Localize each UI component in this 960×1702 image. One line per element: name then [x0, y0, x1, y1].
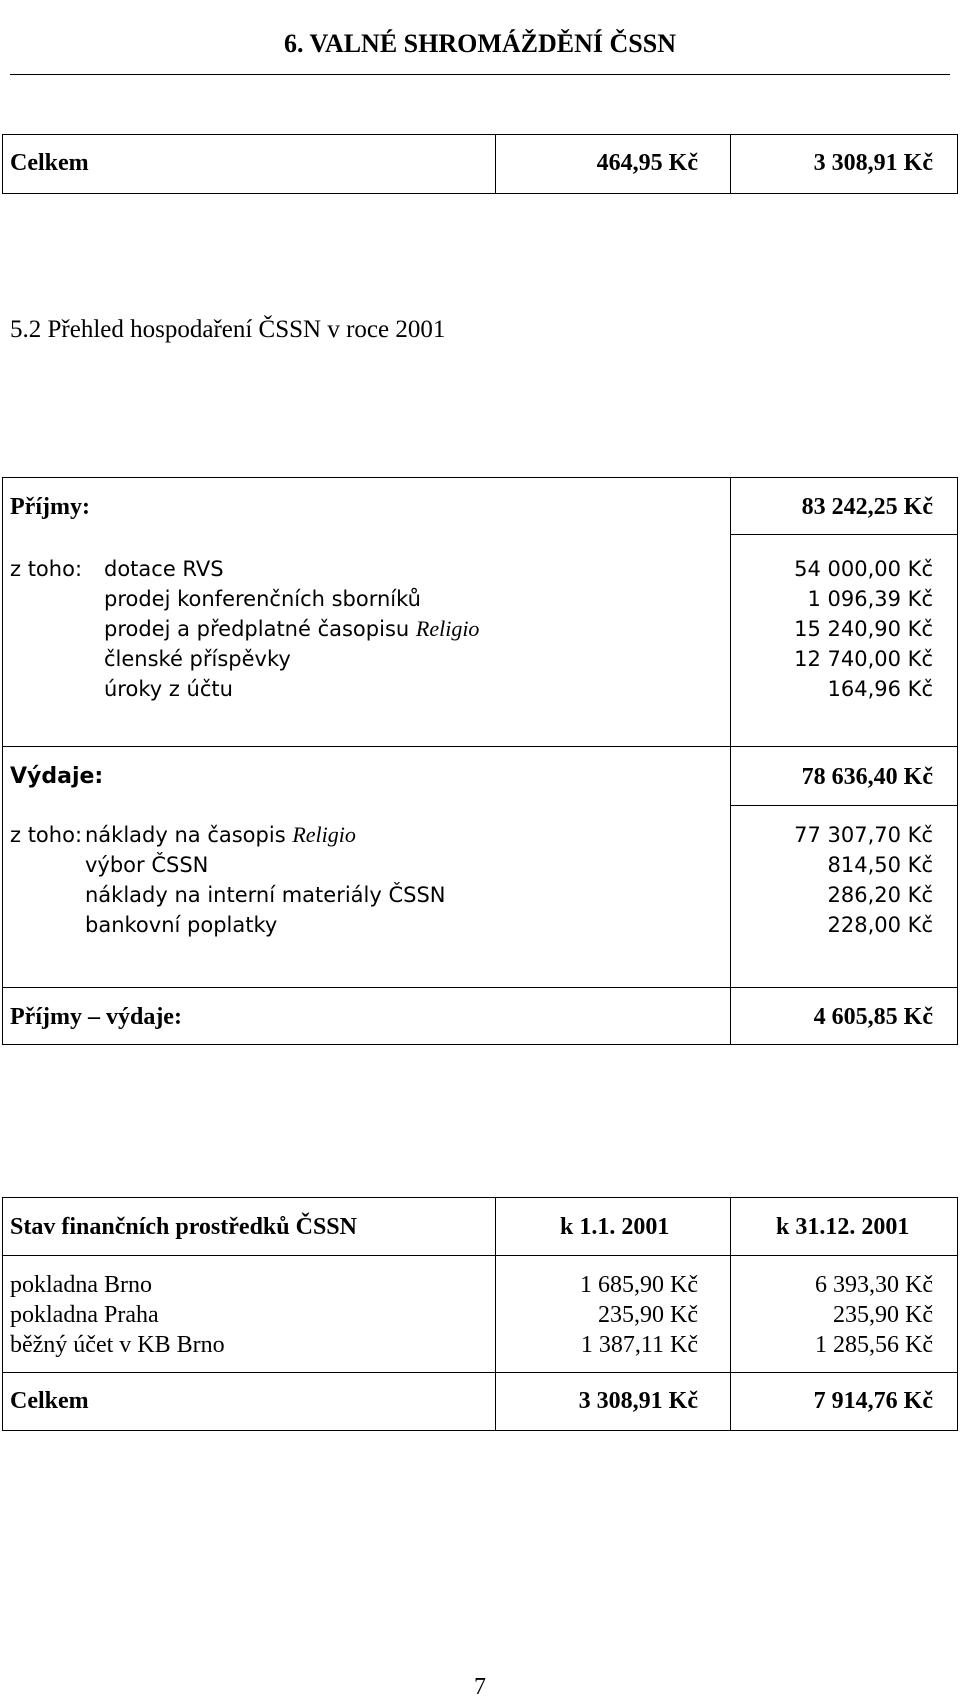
- income-item: členské příspěvky: [104, 647, 291, 671]
- income-amount: 15 240,90 Kč: [794, 617, 933, 641]
- summary-top-val1: 464,95 Kč: [596, 150, 698, 176]
- expense-item: [85, 820, 356, 850]
- funds-row-value: 235,90 Kč: [833, 1302, 933, 1328]
- summary-top-label: Celkem: [10, 150, 89, 176]
- income-item: [104, 614, 479, 644]
- income-amount: 54 000,00 Kč: [794, 557, 933, 581]
- header-rule: [10, 74, 950, 75]
- expense-item: bankovní poplatky: [85, 913, 278, 937]
- income-amount: 1 096,39 Kč: [807, 587, 933, 611]
- income-prefix: z toho:: [10, 557, 83, 581]
- funds-row-value: 1 685,90 Kč: [580, 1272, 698, 1298]
- income-item-text: prodej a předplatné časopisu: [104, 617, 410, 641]
- expense-item: náklady na interní materiály ČSSN: [85, 883, 446, 907]
- balance-label: Příjmy – výdaje:: [10, 1004, 182, 1030]
- religio-title: Religio: [415, 616, 480, 641]
- funds-row-value: 235,90 Kč: [598, 1302, 698, 1328]
- expense-amount: 814,50 Kč: [827, 853, 933, 877]
- expenses-prefix: z toho:: [10, 823, 83, 847]
- funds-row-value: 1 387,11 Kč: [580, 1332, 698, 1358]
- funds-row-label: pokladna Brno: [10, 1272, 152, 1298]
- expense-amount: 228,00 Kč: [827, 913, 933, 937]
- page-number: 7: [474, 1674, 486, 1700]
- income-amount: 164,96 Kč: [827, 677, 933, 701]
- income-item: dotace RVS: [104, 557, 224, 581]
- expense-amount: 77 307,70 Kč: [794, 823, 933, 847]
- expense-amount: 286,20 Kč: [827, 883, 933, 907]
- funds-total-value: 3 308,91 Kč: [578, 1388, 698, 1414]
- funds-row-value: 6 393,30 Kč: [815, 1272, 933, 1298]
- funds-header: k 1.1. 2001: [560, 1214, 670, 1240]
- balance-amount: 4 605,85 Kč: [813, 1004, 933, 1030]
- expenses-total: 78 636,40 Kč: [801, 764, 933, 790]
- funds-total-label: Celkem: [10, 1388, 89, 1414]
- funds-header: k 31.12. 2001: [776, 1214, 910, 1240]
- income-total: 83 242,25 Kč: [801, 494, 933, 520]
- income-item: úroky z účtu: [104, 677, 233, 701]
- expense-item-text: náklady na časopis: [85, 823, 286, 847]
- funds-row-label: běžný účet v KB Brno: [10, 1332, 225, 1358]
- funds-row-value: 1 285,56 Kč: [815, 1332, 933, 1358]
- income-item: prodej konferenčních sborníků: [104, 587, 421, 611]
- funds-header: Stav finančních prostředků ČSSN: [10, 1214, 357, 1240]
- summary-top-val2: 3 308,91 Kč: [813, 150, 933, 176]
- income-label: Příjmy:: [10, 494, 90, 520]
- funds-row-label: pokladna Praha: [10, 1302, 159, 1328]
- expenses-label: Výdaje:: [10, 764, 104, 789]
- religio-title: Religio: [292, 822, 356, 847]
- page-title: 6. VALNÉ SHROMÁŽDĚNÍ ČSSN: [283, 29, 677, 58]
- expense-item: výbor ČSSN: [85, 853, 209, 877]
- section-title: 5.2 Přehled hospodaření ČSSN v roce 2001: [10, 316, 446, 343]
- income-amount: 12 740,00 Kč: [794, 647, 933, 671]
- funds-total-value: 7 914,76 Kč: [813, 1388, 933, 1414]
